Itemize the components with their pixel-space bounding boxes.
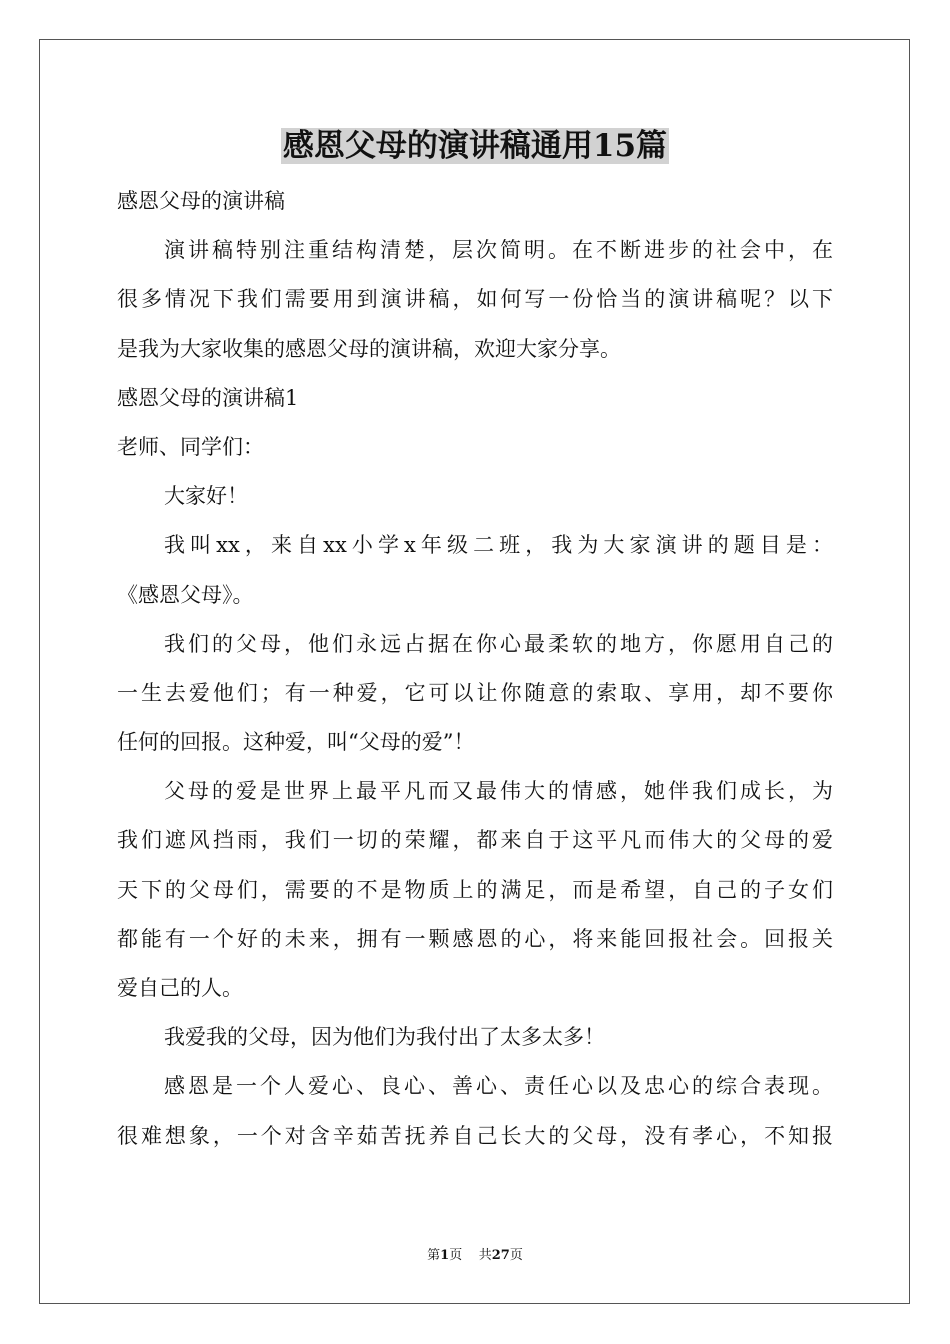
paragraph-line: 天下的父母们，需要的不是物质上的满足，而是希望，自己的子女们 <box>117 877 833 902</box>
paragraph-line: 很难想象，一个对含辛茹苦抚养自己长大的父母，没有孝心，不知报 <box>117 1123 833 1148</box>
document-title-text: 感恩父母的演讲稿通用15篇 <box>282 128 668 164</box>
section-heading: 感恩父母的演讲稿1 <box>117 385 299 410</box>
paragraph-line: 我叫xx，来自xx小学x年级二班，我为大家演讲的题目是： <box>164 533 833 558</box>
paragraph-line: 是我为大家收集的感恩父母的演讲稿，欢迎大家分享。 <box>117 336 621 361</box>
paragraph-line: 大家好！ <box>164 484 248 509</box>
paragraph-line: 很多情况下我们需要用到演讲稿，如何写一份恰当的演讲稿呢？以下 <box>117 287 833 312</box>
paragraph-line: 任何的回报。这种爱，叫“父母的爱”！ <box>117 730 475 755</box>
section-heading: 感恩父母的演讲稿 <box>117 189 285 213</box>
paragraph-line: 一生去爱他们；有一种爱，它可以让你随意的索取、享用，却不要你 <box>117 680 833 705</box>
page-total-label: 共27页 <box>478 1248 523 1263</box>
paragraph-line: 演讲稿特别注重结构清楚，层次简明。在不断进步的社会中，在 <box>164 238 833 263</box>
paragraph-line: 我们遮风挡雨，我们一切的荣耀，都来自于这平凡而伟大的父母的爱 <box>117 828 833 853</box>
paragraph-line: 我爱我的父母，因为他们为我付出了太多太多！ <box>164 1025 605 1050</box>
document-title <box>0 126 950 166</box>
paragraph-line: 父母的爱是世界上最平凡而又最伟大的情感，她伴我们成长，为 <box>164 779 833 804</box>
page-number-label: 第1页 <box>427 1248 463 1263</box>
paragraph-line: 我们的父母，他们永远占据在你心最柔软的地方，你愿用自己的 <box>164 631 833 656</box>
paragraph-line: 爱自己的人。 <box>117 976 243 1000</box>
paragraph-line: 感恩是一个人爱心、良心、善心、责任心以及忠心的综合表现。 <box>164 1074 833 1099</box>
paragraph-line: 都能有一个好的未来，拥有一颗感恩的心，将来能回报社会。回报关 <box>117 926 833 951</box>
document-body <box>117 177 833 1161</box>
page-footer <box>0 1246 950 1266</box>
paragraph-line: 老师、同学们： <box>117 434 264 459</box>
paragraph-line: 《感恩父母》。 <box>117 582 254 607</box>
